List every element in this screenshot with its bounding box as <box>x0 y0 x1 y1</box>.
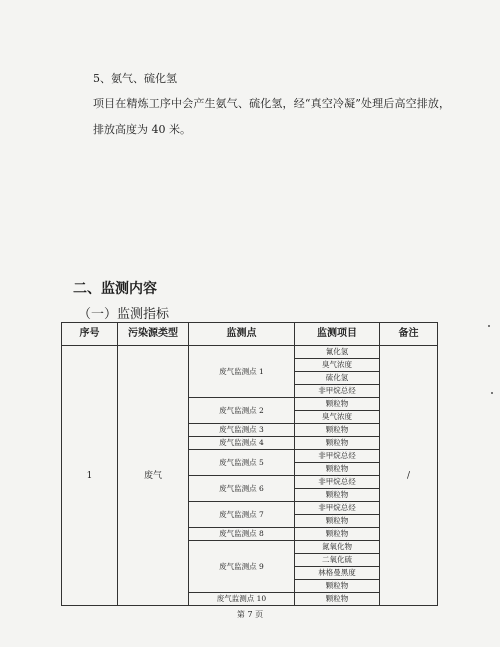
subsection-title: （一）监测指标 <box>78 307 170 322</box>
header-monitor-item: 监测项目 <box>295 323 380 346</box>
monitor-point-cell: 废气监测点 2 <box>189 398 295 424</box>
monitor-point-cell: 废气监测点 8 <box>189 528 295 541</box>
monitor-item-cell: 非甲烷总烃 <box>295 450 380 463</box>
source-type-cell: 废气 <box>118 346 189 606</box>
monitor-item-cell: 颗粒物 <box>295 528 380 541</box>
scan-mark <box>488 325 490 327</box>
paragraph-line-2: 排放高度为 40 米。 <box>93 123 191 136</box>
monitor-item-cell: 颗粒物 <box>295 398 380 411</box>
section-title: 二、监测内容 <box>73 281 157 297</box>
monitor-item-cell: 硫化氢 <box>295 372 380 385</box>
remark-cell: / <box>380 346 438 606</box>
monitor-item-cell: 颗粒物 <box>295 515 380 528</box>
monitor-item-cell: 颗粒物 <box>295 593 380 606</box>
page-number: 第 7 页 <box>236 610 264 619</box>
monitor-item-cell: 氰化氢 <box>295 346 380 359</box>
monitor-item-cell: 颗粒物 <box>295 580 380 593</box>
monitor-item-cell: 二氧化硫 <box>295 554 380 567</box>
header-source-type: 污染源类型 <box>118 323 189 346</box>
header-seq: 序号 <box>62 323 118 346</box>
monitor-point-cell: 废气监测点 10 <box>189 593 295 606</box>
paragraph-heading: 5、氨气、硫化氢 <box>93 72 177 85</box>
monitor-item-cell: 非甲烷总烃 <box>295 385 380 398</box>
monitor-item-cell: 颗粒物 <box>295 437 380 450</box>
monitor-item-cell: 氮氧化物 <box>295 541 380 554</box>
monitor-item-cell: 臭气浓度 <box>295 359 380 372</box>
table-header-row <box>62 323 438 346</box>
monitor-item-cell: 非甲烷总烃 <box>295 502 380 515</box>
scan-mark <box>491 392 493 394</box>
header-remark: 备注 <box>380 323 438 346</box>
table-row <box>62 346 438 359</box>
monitoring-table <box>61 322 438 606</box>
monitor-point-cell: 废气监测点 9 <box>189 541 295 593</box>
monitor-item-cell: 林格曼黑度 <box>295 567 380 580</box>
monitor-point-cell: 废气监测点 1 <box>189 346 295 398</box>
monitor-point-cell: 废气监测点 4 <box>189 437 295 450</box>
monitor-point-cell: 废气监测点 7 <box>189 502 295 528</box>
monitor-item-cell: 颗粒物 <box>295 463 380 476</box>
monitor-point-cell: 废气监测点 5 <box>189 450 295 476</box>
monitor-item-cell: 颗粒物 <box>295 424 380 437</box>
monitor-item-cell: 非甲烷总烃 <box>295 476 380 489</box>
monitor-item-cell: 颗粒物 <box>295 489 380 502</box>
seq-cell: 1 <box>62 346 118 606</box>
paragraph-line-1: 项目在精炼工序中会产生氨气、硫化氢，经“真空冷凝”处理后高空排放， <box>93 97 451 110</box>
header-monitor-point: 监测点 <box>189 323 295 346</box>
monitor-point-cell: 废气监测点 6 <box>189 476 295 502</box>
monitor-point-cell: 废气监测点 3 <box>189 424 295 437</box>
monitor-item-cell: 臭气浓度 <box>295 411 380 424</box>
